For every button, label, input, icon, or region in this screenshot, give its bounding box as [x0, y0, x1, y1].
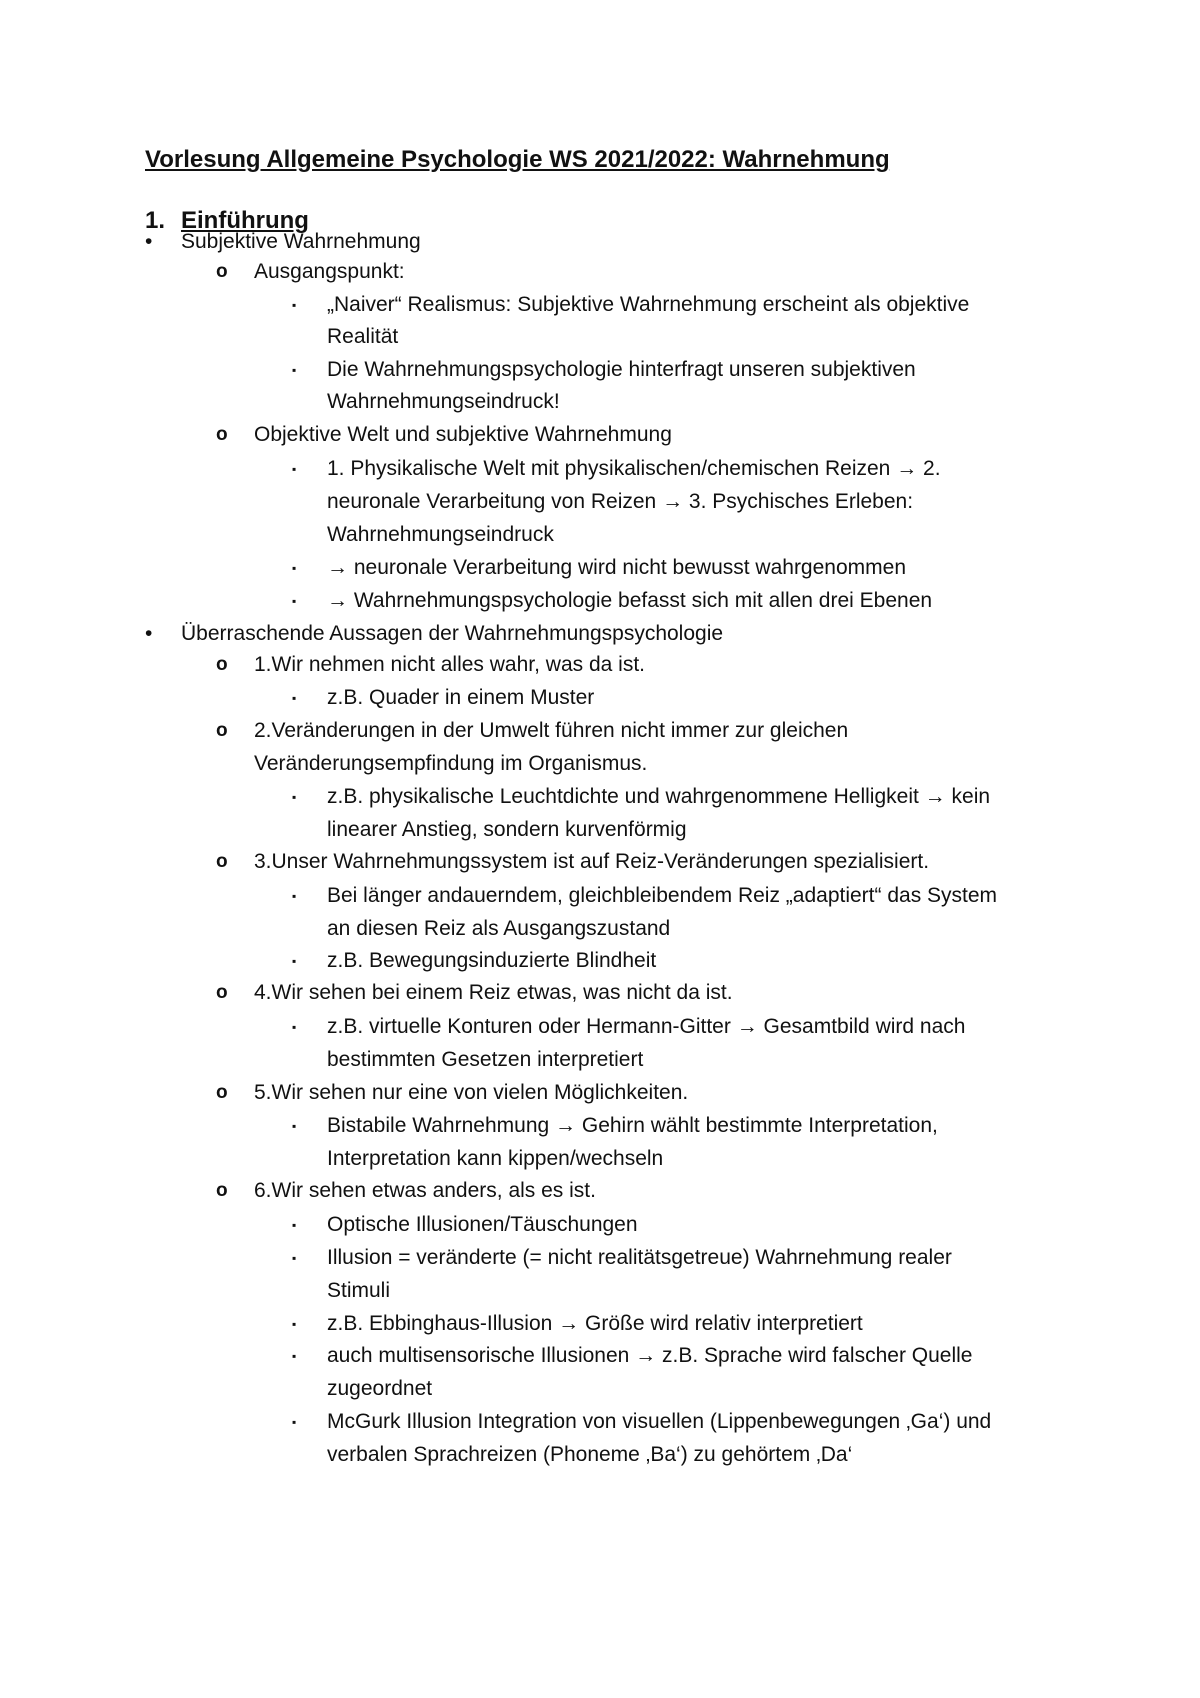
list-item: ▪ Bei länger andauerndem, gleichbleibendem Reiz „adaptiert“ das System: [327, 879, 997, 913]
bullet-square-icon: ▪: [292, 561, 297, 575]
list-item: o 3.Unser Wahrnehmungssystem ist auf Reiz-Veränderungen spezialisiert.: [254, 845, 929, 879]
list-item: ▪ auch multisensorische Illusionen → z.B. Sprache wird falscher Quelle: [327, 1339, 972, 1373]
bullet-square-icon: ▪: [292, 1020, 297, 1034]
bullet-dot-icon: •: [145, 230, 153, 253]
arrow-right-icon: →: [924, 785, 946, 808]
list-item: ▪ z.B. virtuelle Konturen oder Hermann-Gitter → Gesamtbild wird nach: [327, 1010, 965, 1044]
list-item: ▪ z.B. Quader in einem Muster: [327, 681, 594, 715]
list-item: o 6.Wir sehen etwas anders, als es ist.: [254, 1174, 596, 1208]
list-item-continuation: an diesen Reiz als Ausgangszustand: [327, 917, 671, 940]
bullet-circle-icon: o: [216, 424, 228, 445]
list-item: ▪ z.B. physikalische Leuchtdichte und wahrgenommene Helligkeit → kein: [327, 780, 990, 814]
list-item-continuation: Wahrnehmungseindruck: [327, 523, 554, 546]
list-item: ▪ Optische Illusionen/Täuschungen: [327, 1208, 638, 1242]
bullet-dot-icon: •: [145, 622, 153, 645]
list-item-continuation: bestimmten Gesetzen interpretiert: [327, 1048, 644, 1071]
arrow-right-icon: →: [327, 589, 348, 612]
bullet-square-icon: ▪: [292, 1119, 297, 1133]
arrow-right-icon: →: [635, 1344, 657, 1367]
bullet-circle-icon: o: [216, 1082, 228, 1103]
section-number: 1.: [145, 207, 166, 234]
bullet-square-icon: ▪: [292, 790, 297, 804]
bullet-square-icon: ▪: [292, 1415, 297, 1429]
arrow-right-icon: →: [896, 457, 918, 480]
list-item-continuation: verbalen Sprachreizen (Phoneme ‚Ba‘) zu gehörtem ‚Da‘: [327, 1443, 853, 1466]
list-item: • Subjektive Wahrnehmung: [181, 225, 421, 259]
bullet-square-icon: ▪: [292, 1349, 297, 1363]
bullet-square-icon: ▪: [292, 462, 297, 476]
list-item: ▪ McGurk Illusion Integration von visuellen (Lippenbewegungen ‚Ga‘) und: [327, 1405, 991, 1439]
list-item-continuation: Realität: [327, 325, 399, 348]
list-item: o 5.Wir sehen nur eine von vielen Möglichkeiten.: [254, 1076, 688, 1110]
bullet-square-icon: ▪: [292, 594, 297, 608]
bullet-square-icon: ▪: [292, 298, 297, 312]
bullet-square-icon: ▪: [292, 954, 297, 968]
list-item: o 1.Wir nehmen nicht alles wahr, was da ist.: [254, 648, 645, 682]
list-item: ▪ Illusion = veränderte (= nicht realitätsgetreue) Wahrnehmung realer: [327, 1241, 952, 1275]
list-item: o Ausgangspunkt:: [254, 255, 405, 289]
arrow-right-icon: →: [555, 1114, 577, 1137]
list-item: ▪ Bistabile Wahrnehmung → Gehirn wählt bestimmte Interpretation,: [327, 1109, 938, 1143]
list-item: o Objektive Welt und subjektive Wahrnehmung: [254, 418, 672, 452]
document-title: Vorlesung Allgemeine Psychologie WS 2021/2022: Wahrnehmung: [145, 146, 890, 173]
bullet-square-icon: ▪: [292, 889, 297, 903]
list-item-continuation: Wahrnehmungseindruck!: [327, 390, 560, 413]
list-item-continuation: Veränderungsempfindung im Organismus.: [254, 752, 648, 775]
arrow-right-icon: →: [558, 1312, 580, 1335]
bullet-square-icon: ▪: [292, 1218, 297, 1232]
bullet-circle-icon: o: [216, 720, 228, 741]
list-item: • Überraschende Aussagen der Wahrnehmungspsychologie: [181, 617, 723, 651]
list-item: ▪ „Naiver“ Realismus: Subjektive Wahrnehmung erscheint als objektive: [327, 288, 969, 322]
list-item: o 2.Veränderungen in der Umwelt führen nicht immer zur gleichen: [254, 714, 848, 748]
bullet-circle-icon: o: [216, 851, 228, 872]
section-title: Einführung: [181, 207, 309, 234]
arrow-right-icon: →: [736, 1015, 758, 1038]
arrow-right-icon: →: [662, 490, 684, 513]
bullet-square-icon: ▪: [292, 1251, 297, 1265]
bullet-square-icon: ▪: [292, 691, 297, 705]
bullet-circle-icon: o: [216, 261, 228, 282]
bullet-circle-icon: o: [216, 654, 228, 675]
list-item-continuation: Interpretation kann kippen/wechseln: [327, 1147, 664, 1170]
list-item: o 4.Wir sehen bei einem Reiz etwas, was nicht da ist.: [254, 976, 733, 1010]
arrow-right-icon: →: [327, 556, 348, 579]
list-item: ▪ z.B. Ebbinghaus-Illusion → Größe wird relativ interpretiert: [327, 1307, 863, 1341]
list-item: ▪ Die Wahrnehmungspsychologie hinterfragt unseren subjektiven: [327, 353, 916, 387]
list-item-continuation: Stimuli: [327, 1279, 391, 1302]
list-item: ▪ z.B. Bewegungsinduzierte Blindheit: [327, 944, 656, 978]
list-item-continuation: zugeordnet: [327, 1377, 433, 1400]
list-item: ▪ 1. Physikalische Welt mit physikalischen/chemischen Reizen → 2.: [327, 452, 941, 486]
bullet-circle-icon: o: [216, 982, 228, 1003]
list-item-continuation: linearer Anstieg, sondern kurvenförmig: [327, 818, 687, 841]
list-item: ▪ → Wahrnehmungspsychologie befasst sich mit allen drei Ebenen: [327, 584, 932, 618]
list-item-continuation: neuronale Verarbeitung von Reizen → 3. Psychisches Erleben:: [327, 490, 914, 513]
bullet-square-icon: ▪: [292, 363, 297, 377]
list-item: ▪ → neuronale Verarbeitung wird nicht bewusst wahrgenommen: [327, 551, 906, 585]
bullet-circle-icon: o: [216, 1180, 228, 1201]
bullet-square-icon: ▪: [292, 1317, 297, 1331]
